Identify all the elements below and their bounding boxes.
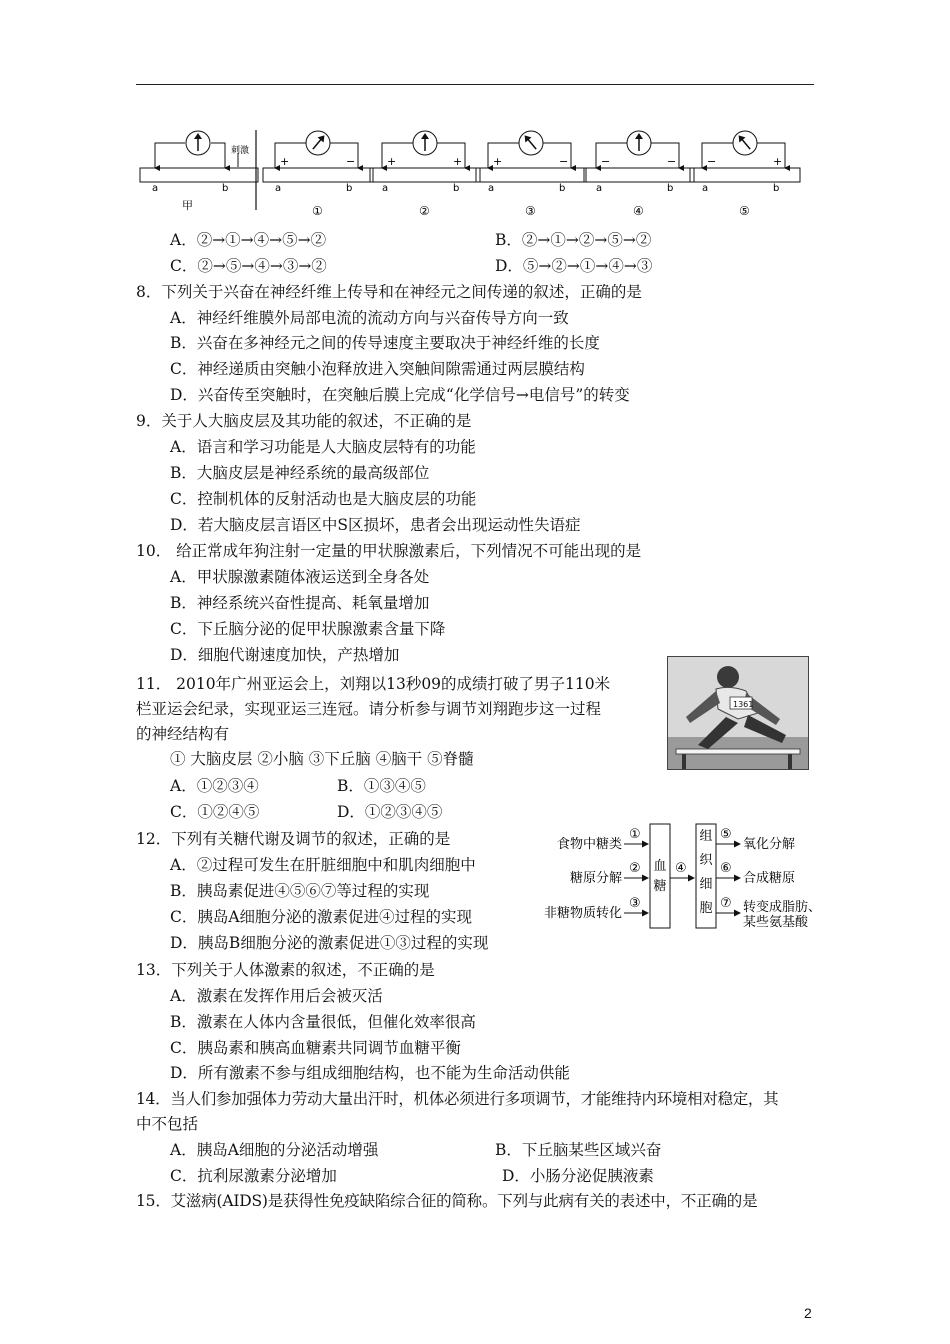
q13-option-c: C．胰岛素和胰高血糖素共同调节血糖平衡 — [170, 1039, 461, 1057]
polarity-left: + — [280, 155, 290, 168]
point-a-label: a — [488, 183, 495, 194]
tissue-char-1: 组 — [699, 829, 713, 844]
q13-option-d: D．所有激素不参与组成细胞结构，也不能为生命活动供能 — [170, 1064, 570, 1082]
point-a-label: a — [275, 183, 282, 194]
q12-option-d: D．胰岛B细胞分泌的激素促进①③过程的实现 — [170, 934, 489, 952]
q12-option-a: A．②过程可发生在肝脏细胞中和肌肉细胞中 — [170, 856, 476, 874]
q9-option-c: C．控制机体的反射活动也是大脑皮层的功能 — [170, 490, 477, 508]
arrow-label-5: ⑤ — [720, 827, 732, 842]
q8-option-d: D．兴奋传至突触时，在突触后膜上完成“化学信号→电信号”的转变 — [170, 386, 630, 404]
panel-label: ⑤ — [739, 204, 750, 218]
panel-label: ① — [312, 204, 323, 218]
q14-option-d: D．小肠分泌促胰液素 — [502, 1167, 654, 1185]
galvanometer-panel — [690, 131, 800, 218]
polarity-left: + — [387, 155, 397, 168]
output-conversion-extra: 某些氨基酸 — [743, 915, 809, 930]
polarity-right: − — [559, 155, 569, 168]
q9-option-d: D．若大脑皮层言语区中S区损坏，患者会出现运动性失语症 — [170, 516, 581, 534]
header-rule — [136, 84, 814, 85]
q10-option-c: C．下丘脑分泌的促甲状腺激素含量下降 — [170, 620, 446, 638]
galvanometer-panels — [263, 131, 800, 218]
q11-line3: 的神经结构有 — [136, 725, 230, 743]
q12-stem: 12．下列有关糖代谢及调节的叙述，正确的是 — [136, 830, 451, 848]
q14-option-c: C．抗利尿激素分泌增加 — [170, 1167, 337, 1185]
arrow-label-4: ④ — [675, 861, 687, 876]
bib-number: 1361 — [733, 700, 754, 709]
polarity-right: + — [773, 155, 783, 168]
point-b-label: b — [667, 183, 674, 194]
tissue-char-3: 细 — [699, 877, 713, 892]
q11-line1: 11． 2010年广州亚运会上，刘翔以13秒09的成绩打破了男子110米 — [136, 675, 611, 693]
q7-option-b: B．②→①→②→⑤→② — [495, 231, 652, 249]
glucose-metabolism-diagram — [530, 818, 830, 933]
q14-option-b: B．下丘脑某些区域兴奋 — [495, 1141, 662, 1159]
q7-option-c: C．②→⑤→④→③→② — [170, 257, 327, 275]
panel-jia — [140, 131, 258, 212]
q10-option-a: A．甲状腺激素随体液运送到全身各处 — [170, 568, 430, 586]
q12-option-c: C．胰岛A细胞分泌的激素促进④过程的实现 — [170, 908, 473, 926]
q13-option-b: B．激素在人体内含量很低，但催化效率很高 — [170, 1013, 476, 1031]
galvanometer-panel — [476, 131, 586, 218]
polarity-left: − — [707, 155, 717, 168]
output-glycogen-synthesis: 合成糖原 — [743, 871, 796, 886]
point-b-label: b — [222, 183, 229, 194]
arrow-label-7: ⑦ — [720, 896, 732, 911]
point-b-label: b — [346, 183, 353, 194]
q9-option-b: B．大脑皮层是神经系统的最高级部位 — [170, 464, 430, 482]
q9-stem: 9．关于人大脑皮层及其功能的叙述，不正确的是 — [136, 412, 472, 430]
panel-label: ② — [419, 204, 430, 218]
q14-option-a: A．胰岛A细胞的分泌活动增强 — [170, 1141, 379, 1159]
q10-option-d: D．细胞代谢速度加快，产热增加 — [170, 646, 400, 664]
q13-stem: 13．下列关于人体激素的叙述，不正确的是 — [136, 961, 435, 979]
q11-option-a: A．①②③④ — [170, 777, 259, 795]
polarity-right: + — [453, 155, 463, 168]
tissue-char-4: 胞 — [699, 901, 713, 916]
stimulus-label: 刺激 — [231, 146, 250, 156]
point-b-label: b — [559, 183, 566, 194]
arrow-label-2: ② — [629, 861, 641, 876]
q14-line1: 14．当人们参加强体力劳动大量出汗时，机体必须进行多项调节，才能维持内环境相对稳定，其 — [136, 1090, 779, 1108]
polarity-right: − — [346, 155, 356, 168]
polarity-right: − — [667, 155, 677, 168]
blood-sugar-box — [650, 824, 670, 928]
q15-stem: 15．艾滋病(AIDS)是获得性免疫缺陷综合征的简称。下列与此病有关的表述中，不正确的是 — [136, 1192, 758, 1210]
q13-option-a: A．激素在发挥作用后会被灭活 — [170, 987, 383, 1005]
q11-option-c: C．①②④⑤ — [170, 803, 260, 821]
blood-char: 血 — [653, 859, 667, 874]
arrow-label-3: ③ — [629, 896, 641, 911]
tissue-char-2: 织 — [699, 853, 713, 868]
q7-option-d: D．⑤→②→①→④→③ — [495, 257, 653, 275]
point-a-label: a — [382, 183, 389, 194]
q8-option-c: C．神经递质由突触小泡释放进入突触间隙需通过两层膜结构 — [170, 360, 585, 378]
q12-option-b: B．胰岛素促进④⑤⑥⑦等过程的实现 — [170, 882, 430, 900]
galvanometer-panel — [263, 131, 373, 218]
output-oxidation: 氧化分解 — [743, 837, 796, 852]
point-b-label: b — [773, 183, 780, 194]
nerve-fiber-figure — [130, 125, 810, 225]
q10-stem: 10． 给正常成年狗注射一定量的甲状腺激素后，下列情况不可能出现的是 — [136, 542, 642, 560]
q11-line2: 栏亚运会纪录，实现亚运三连冠。请分析参与调节刘翔跑步这一过程 — [136, 700, 602, 718]
q11-option-b: B．①③④⑤ — [337, 777, 426, 795]
point-a-label: a — [702, 183, 709, 194]
galvanometer-panel — [584, 131, 694, 218]
arrow-label-1: ① — [629, 827, 641, 842]
q8-stem: 8．下列关于兴奋在神经纤维上传导和在神经元之间传递的叙述，正确的是 — [136, 283, 642, 301]
panel-label: 甲 — [182, 199, 193, 212]
q9-option-a: A．语言和学习功能是人大脑皮层特有的功能 — [170, 438, 476, 456]
output-conversion: 转变成脂肪、 — [743, 900, 822, 915]
q11-option-d: D．①②③④⑤ — [337, 803, 443, 821]
source-food-sugar: 食物中糖类 — [556, 837, 622, 852]
arrow-label-6: ⑥ — [720, 861, 732, 876]
source-glycogen-breakdown: 糖原分解 — [569, 871, 622, 886]
galvanometer-panel — [370, 131, 480, 218]
q8-option-a: A．神经纤维膜外局部电流的流动方向与兴奋传导方向一致 — [170, 309, 569, 327]
q8-option-b: B．兴奋在多神经元之间的传导速度主要取决于神经纤维的长度 — [170, 334, 600, 352]
panel-label: ④ — [633, 204, 644, 218]
q11-items: ① 大脑皮层 ②小脑 ③下丘脑 ④脑干 ⑤脊髓 — [170, 750, 474, 768]
panel-label: ③ — [525, 204, 536, 218]
hurdler-photo — [667, 656, 809, 770]
source-non-sugar-conversion: 非糖物质转化 — [543, 906, 622, 921]
polarity-left: + — [493, 155, 503, 168]
polarity-left: − — [601, 155, 611, 168]
sugar-char: 糖 — [653, 879, 667, 894]
point-a-label: a — [152, 183, 159, 194]
q7-option-a: A．②→①→④→⑤→② — [170, 231, 327, 249]
point-b-label: b — [453, 183, 460, 194]
point-a-label: a — [596, 183, 603, 194]
q10-option-b: B．神经系统兴奋性提高、耗氧量增加 — [170, 594, 430, 612]
q14-line2: 中不包括 — [136, 1115, 199, 1133]
page-number: 2 — [804, 1305, 812, 1321]
